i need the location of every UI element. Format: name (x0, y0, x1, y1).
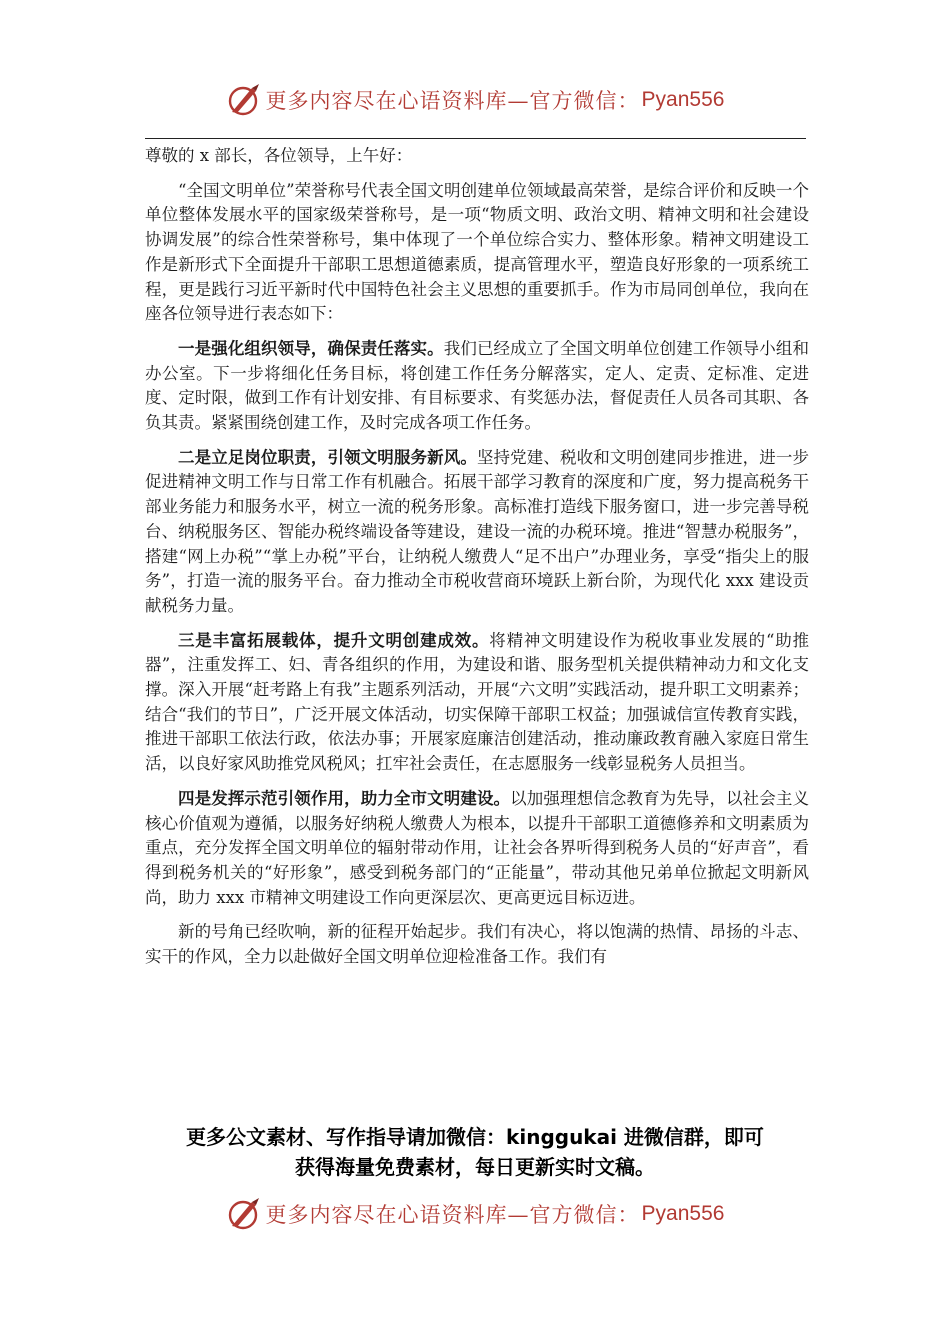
banner-text: 更多内容尽在心语资料库—官方微信： (265, 89, 640, 113)
point-body: 坚持党建、税收和文明创建同步推进，进一步促进精神文明工作与日常工作有机融合。拓展干部学习教育的深度和广度，努力提高税务干部业务能力和服务水平，树立一流的税务形象。高标准打造线下服务窗口，进一步完善导税台、纳税服务区、智能办税终端设备等建设，建设一流的办税环境。推进“智慧办税服务”，搭建“网上办税”“掌上办税”平台，让纳税人缴费人“足不出户”办理业务，享受“指尖上的服务”，打造一流的服务平台。奋力推动全市税收营商环境跃上新台阶，为现代化 xxx 建设贡献税务力量。 (145, 447, 810, 615)
point-body: 以加强理想信念教育为先导，以社会主义核心价值观为遵循，以服务好纳税人缴费人为根本，以提升干部职工道德修养和文明素质为重点，充分发挥全国文明单位的辐射带动作用，让社会各界听得到税务人员的“好声音”，看得到税务机关的“好形象”，感受到税务部门的“正能量”，带动其他兄弟单位掀起文明新风尚，助力 xxx 市精神文明建设工作向更深层次、更高更远目标迈进。 (145, 788, 810, 907)
header-banner (0, 78, 950, 122)
quill-pen-logo-icon (226, 1196, 262, 1232)
document-body (145, 144, 809, 970)
banner-wechat-id: Pyan556 (641, 88, 725, 111)
footer-banner (0, 1192, 950, 1236)
promo-note (140, 1122, 810, 1182)
point-body: 我们已经成立了全国文明单位创建工作领导小组和办公室。下一步将细化任务目标，将创建工作任务分解落实，定人、定责、定标准、定进度、定时限，做到工作有计划安排、有目标要求、有奖惩办法，督促责任人员各司其职、各负其责。紧紧围绕创建工作，及时完成各项工作任务。 (145, 338, 810, 433)
banner-text: 更多内容尽在心语资料库—官方微信： (265, 1203, 640, 1227)
point-paragraph (145, 446, 809, 619)
promo-line-2: 获得海量免费素材，每日更新实时文稿。 (295, 1155, 655, 1179)
quill-pen-logo-icon (226, 82, 262, 118)
promo-line-1: 更多公文素材、写作指导请加微信：kinggukai 进微信群，即可 (186, 1125, 764, 1149)
point-heading: 二是立足岗位职责，引领文明服务新风。 (178, 447, 477, 467)
greeting: 尊敬的 x 部长，各位领导，上午好： (145, 146, 413, 165)
point-heading: 一是强化组织领导，确保责任落实。 (178, 338, 444, 358)
point-paragraph (145, 337, 809, 436)
point-heading: 四是发挥示范引领作用，助力全市文明建设。 (178, 788, 511, 808)
point-paragraph (145, 629, 809, 777)
closing-paragraph: 新的号角已经吹响，新的征程开始起步。我们有决心，将以饱满的热情、昂扬的斗志、实干的作风，全力以赴做好全国文明单位迎检准备工作。我们有 (145, 922, 809, 967)
header-divider (145, 138, 806, 139)
point-body: 将精神文明建设作为税收事业发展的“助推器”，注重发挥工、妇、青各组织的作用，为建设和谐、服务型机关提供精神动力和文化支撑。深入开展“赶考路上有我”主题系列活动，开展“六文明”实践活动，提升职工文明素养；结合“我们的节日”，广泛开展文体活动，切实保障干部职工权益；加强诚信宣传教育实践，推进干部职工依法行政，依法办事；开展家庭廉洁创建活动，推动廉政教育融入家庭日常生活，以良好家风助推党风税风；扛牢社会责任，在志愿服务一线彰显税务人员担当。 (145, 630, 809, 774)
point-heading: 三是丰富拓展载体，提升文明创建成效。 (178, 630, 490, 650)
banner-wechat-id: Pyan556 (641, 1202, 725, 1225)
intro-paragraph: “全国文明单位”荣誉称号代表全国文明创建单位领域最高荣誉，是综合评价和反映一个单位整体发展水平的国家级荣誉称号，是一项“物质文明、政治文明、精神文明和社会建设协调发展”的综合性荣誉称号，集中体现了一个单位综合实力、整体形象。精神文明建设工作是新形式下全面提升干部职工思想道德素质，提高管理水平，塑造良好形象的一项系统工程，更是践行习近平新时代中国特色社会主义思想的重要抓手。作为市局同创单位，我向在座各位领导进行表态如下： (145, 180, 809, 324)
point-paragraph (145, 787, 809, 911)
